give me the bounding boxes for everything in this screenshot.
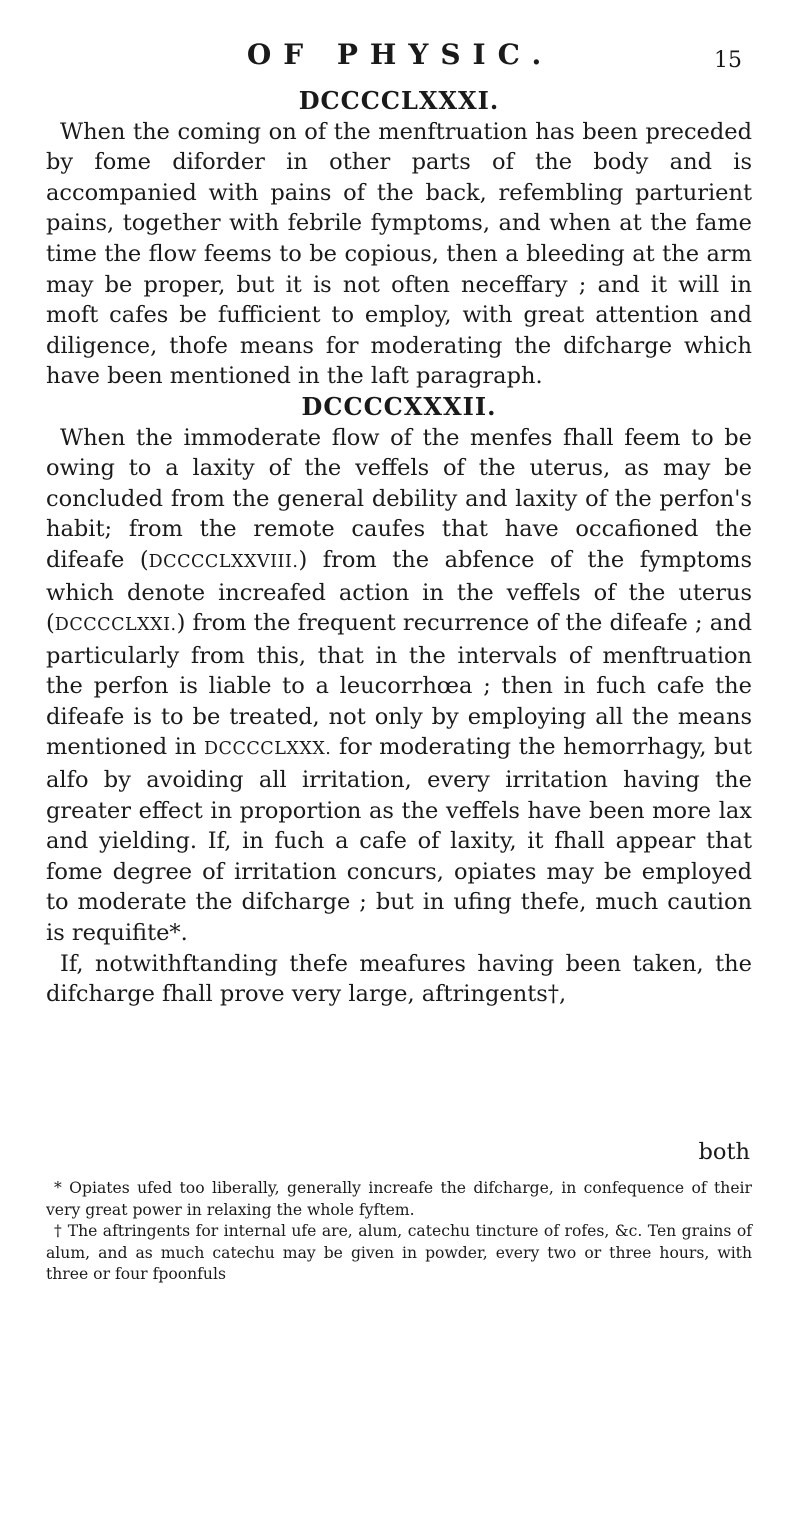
page-number: 15 xyxy=(714,48,742,73)
paragraph-982 xyxy=(46,423,752,949)
footnote-astringents: † The aftringents for internal ufe are, alum, catechu tincture of rofes, &c. Ten grains of alum, and as much catechu may be given in powder, every two or three hours, with three or four fpoonfuls xyxy=(46,1222,752,1284)
paragraph-text: ) from the abfence of the fymptoms which denote increafed action in the veffels of the uterus ( xyxy=(46,546,753,637)
running-title: OF PHYSIC. xyxy=(246,38,554,71)
cross-reference: DCCCCLXXX. xyxy=(204,739,332,760)
paragraph-text: ) from the frequent recurrence of the difeafe ; and particularly from this, that in the intervals of menftruation the perfon is liable to a leucorrhœa ; then in fuch cafe the difeafe is to be treated, not only by employing all the means mentioned in xyxy=(46,610,753,761)
paragraph-text: When the coming on of the menftruation has been preceded by fome diforder in other parts of the body and is accompanied with pains of the back, refembling parturient pains, together with febrile fymptoms, and when at the fame time the flow feems to be copious, then a bleeding at the arm may be proper, but it is not often neceffary ; and it will in moft cafes be fufficient to employ, with great attention and diligence, thofe means for moderating the difcharge which have been mentioned in the laft paragraph. xyxy=(46,118,752,390)
paragraph-text: for moderating the hemorrhagy, but alfo by avoiding all irritation, every irritation having the greater effect in proportion as the veffels have been more lax and yielding. If, in fuch a cafe of laxity, it fhall appear that fome degree of irritation concurs, opiates may be employed to moderate the difcharge ; but in ufing thefe, much caution is requifite*. xyxy=(46,734,752,947)
section-heading-982: DCCCCXXXII. xyxy=(301,391,497,421)
footnotes xyxy=(46,1178,752,1286)
catchword: both xyxy=(698,1139,750,1165)
paragraph-981 xyxy=(46,117,752,392)
body-text xyxy=(46,86,752,1010)
cross-reference: DCCCCLXXVIII. xyxy=(148,551,299,572)
section-heading-981: DCCCCLXXXI. xyxy=(298,86,500,115)
paragraph-982-continued xyxy=(46,949,752,1010)
paragraph-text: When the immoderate flow of the menfes fhall feem to be owing to a laxity of the veffels of the uterus, as may be concluded from the general debility and laxity of the perfon's habit; from the remote caufes that have occafioned the difeafe ( xyxy=(46,424,752,573)
footnote-opiates: * Opiates ufed too liberally, generally increafe the difcharge, in confequence of their very great power in relaxing the whole fyftem. xyxy=(46,1179,752,1219)
running-head xyxy=(0,38,800,82)
paragraph-text: If, notwithftanding thefe meafures having been taken, the difcharge fhall prove very large, aftringents†, xyxy=(46,950,752,1008)
cross-reference: DCCCCLXXI. xyxy=(54,615,177,636)
